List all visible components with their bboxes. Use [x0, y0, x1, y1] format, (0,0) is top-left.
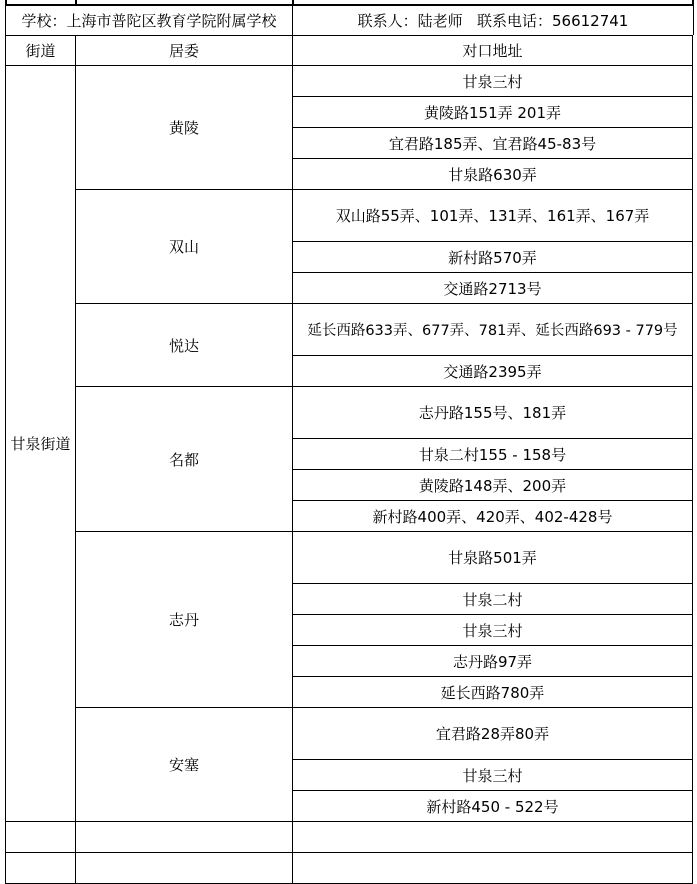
- empty-cell: [293, 822, 693, 853]
- address-cell: 双山路55弄、101弄、131弄、161弄、167弄: [293, 190, 693, 242]
- empty-cell: [293, 853, 693, 884]
- school-district-table: [5, 35, 693, 884]
- committee-name-cell: 黄陵: [76, 66, 293, 190]
- address-cell: 甘泉二村: [293, 584, 693, 615]
- address-cell: 交通路2395弄: [293, 356, 693, 387]
- address-cell: 甘泉路630弄: [293, 159, 693, 190]
- table-row: [6, 190, 693, 242]
- address-cell: 甘泉三村: [293, 66, 693, 97]
- empty-cell: [76, 822, 293, 853]
- column-header-street: 街道: [6, 36, 76, 66]
- address-cell: 甘泉三村: [293, 760, 693, 791]
- table-row: [6, 66, 693, 97]
- column-header-address: 对口地址: [293, 36, 693, 66]
- empty-cell: [6, 822, 76, 853]
- address-cell: 延长西路633弄、677弄、781弄、延长西路693 - 779号: [293, 304, 693, 356]
- column-header-row: [6, 36, 693, 66]
- empty-row: [6, 853, 693, 884]
- address-cell: 黄陵路148弄、200弄: [293, 470, 693, 501]
- contact-info: 联系人：陆老师 联系电话：56612741: [293, 5, 694, 35]
- address-cell: 新村路570弄: [293, 242, 693, 273]
- table-row: [6, 532, 693, 584]
- address-cell: 志丹路97弄: [293, 646, 693, 677]
- address-cell: 宜君路185弄、宜君路45-83号: [293, 128, 693, 159]
- committee-name-cell: 安塞: [76, 708, 293, 822]
- street-name-cell: 甘泉街道: [6, 66, 76, 822]
- address-cell: 交通路2713号: [293, 273, 693, 304]
- committee-name-cell: 志丹: [76, 532, 293, 708]
- empty-cell: [6, 853, 76, 884]
- address-cell: 新村路450 - 522号: [293, 791, 693, 822]
- table-row: [6, 387, 693, 439]
- school-name: 学校：上海市普陀区教育学院附属学校: [5, 5, 293, 35]
- committee-name-cell: 悦达: [76, 304, 293, 387]
- committee-name-cell: 名都: [76, 387, 293, 532]
- empty-row: [6, 822, 693, 853]
- column-header-committee: 居委: [76, 36, 293, 66]
- committee-name-cell: 双山: [76, 190, 293, 304]
- address-cell: 宜君路28弄80弄: [293, 708, 693, 760]
- address-cell: 甘泉二村155 - 158号: [293, 439, 693, 470]
- address-cell: 志丹路155号、181弄: [293, 387, 693, 439]
- address-cell: 延长西路780弄: [293, 677, 693, 708]
- empty-cell: [76, 853, 293, 884]
- address-cell: 新村路400弄、420弄、402-428号: [293, 501, 693, 532]
- address-cell: 黄陵路151弄 201弄: [293, 97, 693, 128]
- table-row: [6, 708, 693, 760]
- table-row: [6, 304, 693, 356]
- address-cell: 甘泉三村: [293, 615, 693, 646]
- address-cell: 甘泉路501弄: [293, 532, 693, 584]
